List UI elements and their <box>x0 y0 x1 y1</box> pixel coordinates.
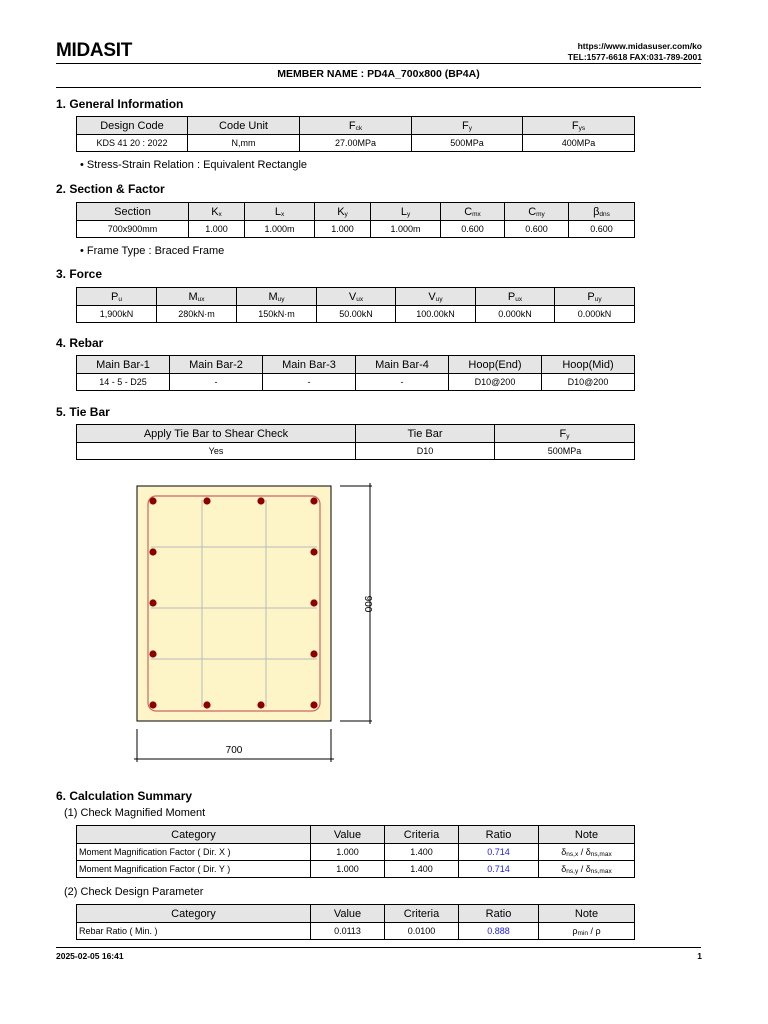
cell-note: $\rho_{min}$ / ρ <box>539 923 635 940</box>
cell-code-unit: N,mm <box>188 135 300 152</box>
col-code-unit: Code Unit <box>188 117 300 135</box>
col-ly: $L_y$ <box>371 203 441 221</box>
phone-fax: TEL:1577-6618 FAX:031-789-2001 <box>567 52 702 62</box>
cell-category: Moment Magnification Factor ( Dir. X ) <box>77 844 311 861</box>
cell-ratio: 0.888 <box>459 923 539 940</box>
rebar-dot <box>257 701 264 708</box>
col-muy: $M_{uy}$ <box>237 288 317 306</box>
cell-ratio: 0.714 <box>459 861 539 878</box>
table-row <box>77 923 635 940</box>
cell-pux: 0.000kN <box>476 306 555 323</box>
magnified-moment-table <box>76 825 635 878</box>
cell-category: Rebar Ratio ( Min. ) <box>77 923 311 940</box>
cell-hoop-end: D10@200 <box>449 374 542 391</box>
website-url[interactable]: https://www.midasuser.com/ko <box>577 41 702 51</box>
section-title-section-factor: 2. Section & Factor <box>56 182 165 196</box>
height-dimension-label: 900 <box>362 595 373 613</box>
rebar-dot <box>149 548 156 555</box>
cell-apply-tie-bar: Yes <box>77 443 356 460</box>
col-main-bar-4: Main Bar-4 <box>356 356 449 374</box>
cell-kx: 1.000 <box>189 221 245 238</box>
cell-fy: 500MPa <box>412 135 523 152</box>
col-mux: $M_{ux}$ <box>157 288 237 306</box>
cell-fck: 27.00MPa <box>300 135 412 152</box>
table-row <box>77 861 635 878</box>
rebar-dot <box>149 497 156 504</box>
section-title-summary: 6. Calculation Summary <box>56 789 193 803</box>
cell-section: 700x900mm <box>77 221 189 238</box>
col-vux: $V_{ux}$ <box>317 288 396 306</box>
width-dimension-label: 700 <box>225 745 243 756</box>
col-hoop-end: Hoop(End) <box>449 356 542 374</box>
cell-ky: 1.000 <box>315 221 371 238</box>
col-cmy: $C_{my}$ <box>505 203 569 221</box>
cell-beta-dns: 0.600 <box>569 221 635 238</box>
cell-note: $\delta_{ns,y} / \delta_{ns,max}$ <box>539 861 635 878</box>
cell-puy: 0.000kN <box>555 306 635 323</box>
section-title-rebar: 4. Rebar <box>56 336 104 350</box>
section-title-force: 3. Force <box>56 267 103 281</box>
bullet-frame-type: • Frame Type : Braced Frame <box>80 245 225 257</box>
cell-main-bar-1: 14 - 5 - D25 <box>77 374 170 391</box>
col-tie-bar: Tie Bar <box>356 425 495 443</box>
col-main-bar-3: Main Bar-3 <box>263 356 356 374</box>
col-pux: $P_{ux}$ <box>476 288 555 306</box>
footer-rule <box>56 947 701 948</box>
col-pu: $P_u$ <box>77 288 157 306</box>
col-cmx: $C_{mx}$ <box>441 203 505 221</box>
cell-fys: 400MPa <box>523 135 635 152</box>
rebar-dot <box>203 701 210 708</box>
cell-value: 0.0113 <box>311 923 385 940</box>
table-row <box>77 844 635 861</box>
cell-vux: 50.00kN <box>317 306 396 323</box>
col-criteria: Criteria <box>385 905 459 923</box>
col-ky: $K_y$ <box>315 203 371 221</box>
rebar-dot <box>149 650 156 657</box>
col-vuy: $V_{uy}$ <box>396 288 476 306</box>
cell-value: 1.000 <box>311 844 385 861</box>
member-name: MEMBER NAME : PD4A_700x800 (BP4A) <box>277 68 480 80</box>
brand-logo-text: MIDASIT <box>56 40 133 61</box>
rebar-dot <box>203 497 210 504</box>
cell-muy: 150kN·m <box>237 306 317 323</box>
table-header-row <box>77 826 635 844</box>
cell-category: Moment Magnification Factor ( Dir. Y ) <box>77 861 311 878</box>
cell-tie-bar: D10 <box>356 443 495 460</box>
cell-main-bar-3: - <box>263 374 356 391</box>
cell-criteria: 0.0100 <box>385 923 459 940</box>
cell-main-bar-4: - <box>356 374 449 391</box>
cell-lx: 1.000m <box>245 221 315 238</box>
col-fck: $F_{ck}$ <box>300 117 412 135</box>
rebar-dot <box>310 599 317 606</box>
col-value: Value <box>311 826 385 844</box>
bullet-stress-strain: • Stress-Strain Relation : Equivalent Rectangle <box>80 159 308 171</box>
col-hoop-mid: Hoop(Mid) <box>542 356 635 374</box>
col-main-bar-2: Main Bar-2 <box>170 356 263 374</box>
subtitle-design-parameter: (2) Check Design Parameter <box>64 886 204 898</box>
cell-criteria: 1.400 <box>385 861 459 878</box>
col-section: Section <box>77 203 189 221</box>
cell-note: $\delta_{ns,x} / \delta_{ns,max}$ <box>539 844 635 861</box>
cell-mux: 280kN·m <box>157 306 237 323</box>
cell-design-code: KDS 41 20 : 2022 <box>77 135 188 152</box>
cell-hoop-mid: D10@200 <box>542 374 635 391</box>
col-kx: $K_x$ <box>189 203 245 221</box>
section-title-tie-bar: 5. Tie Bar <box>56 405 110 419</box>
footer-datetime: 2025-02-05 16:41 <box>56 951 124 961</box>
rebar-dot <box>149 599 156 606</box>
col-beta-dns: $\beta_{dns}$ <box>569 203 635 221</box>
col-note: Note <box>539 826 635 844</box>
col-lx: $L_x$ <box>245 203 315 221</box>
rebar-dot <box>149 701 156 708</box>
col-puy: $P_{uy}$ <box>555 288 635 306</box>
design-parameter-table <box>76 904 635 940</box>
rebar-dot <box>310 497 317 504</box>
col-ratio: Ratio <box>459 905 539 923</box>
col-category: Category <box>77 826 311 844</box>
section-title-general: 1. General Information <box>56 97 184 111</box>
subtitle-magnified-moment: (1) Check Magnified Moment <box>64 807 206 819</box>
rebar-dot <box>257 497 264 504</box>
rebar-dot <box>310 701 317 708</box>
cell-vuy: 100.00kN <box>396 306 476 323</box>
cell-ratio: 0.714 <box>459 844 539 861</box>
cell-main-bar-2: - <box>170 374 263 391</box>
col-note: Note <box>539 905 635 923</box>
table-header-row <box>77 905 635 923</box>
col-main-bar-1: Main Bar-1 <box>77 356 170 374</box>
cell-cmy: 0.600 <box>505 221 569 238</box>
col-fy: $F_y$ <box>495 425 635 443</box>
page-number: 1 <box>697 951 702 961</box>
concrete-section <box>137 486 331 721</box>
cell-criteria: 1.400 <box>385 844 459 861</box>
col-value: Value <box>311 905 385 923</box>
rebar-dot <box>310 650 317 657</box>
rebar-dot <box>310 548 317 555</box>
col-ratio: Ratio <box>459 826 539 844</box>
cell-pu: 1,900kN <box>77 306 157 323</box>
col-criteria: Criteria <box>385 826 459 844</box>
col-fys: $F_{ys}$ <box>523 117 635 135</box>
col-fy: $F_y$ <box>412 117 523 135</box>
col-apply-tie-bar: Apply Tie Bar to Shear Check <box>77 425 356 443</box>
col-category: Category <box>77 905 311 923</box>
cell-value: 1.000 <box>311 861 385 878</box>
cell-fy: 500MPa <box>495 443 635 460</box>
cell-cmx: 0.600 <box>441 221 505 238</box>
cell-ly: 1.000m <box>371 221 441 238</box>
col-design-code: Design Code <box>77 117 188 135</box>
